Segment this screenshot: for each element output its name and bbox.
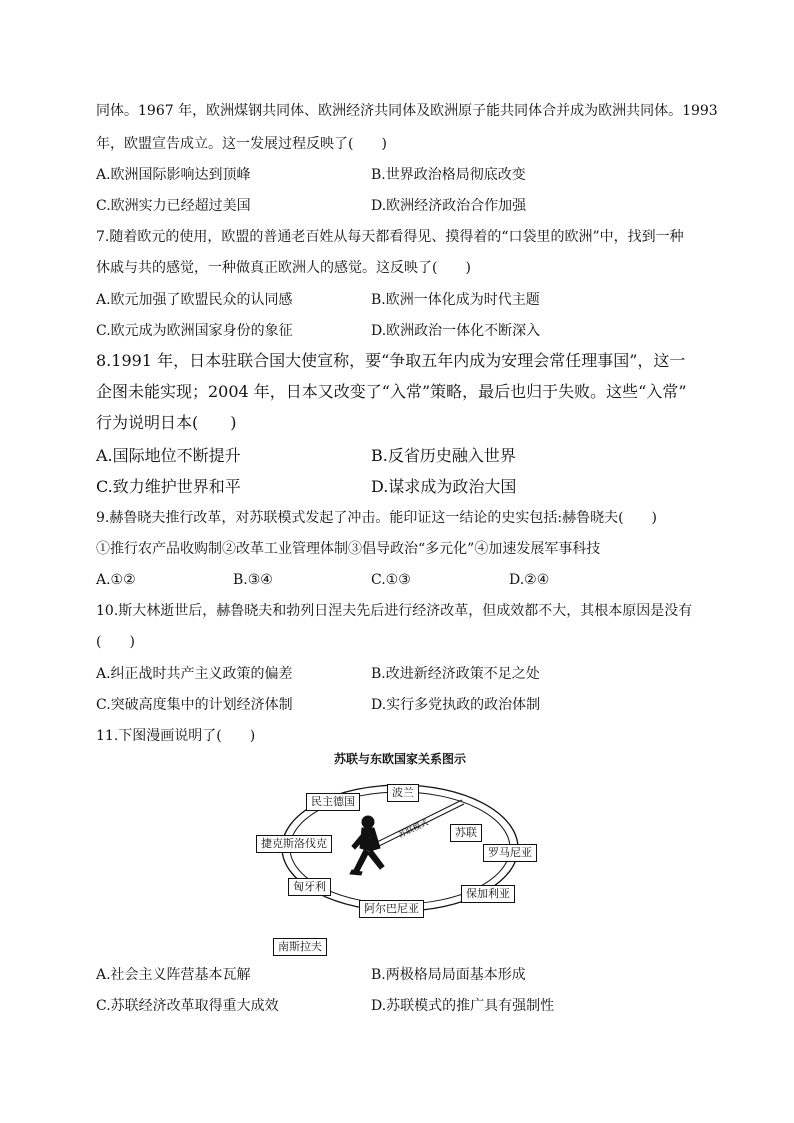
- q10-stem-line-1: 10.斯大林逝世后，赫鲁晓夫和勃列日涅夫先后进行经济改革，但成效都不大，其根本原因是没有: [96, 603, 693, 619]
- q6-option-d[interactable]: D.欧洲经济政治合作加强: [371, 198, 527, 214]
- q8-option-c[interactable]: C.致力维护世界和平: [96, 477, 241, 496]
- q8-stem-line-1: 8.1991 年，日本驻联合国大使宣称，要“争取五年内成为安理会常任理事国”，这一: [96, 351, 686, 370]
- person-leg-2: [368, 850, 384, 869]
- q9-option-d[interactable]: D.②④: [509, 572, 550, 588]
- q10-stem-line-2: ( ): [96, 634, 135, 650]
- cartoon-figure: [250, 748, 550, 958]
- q7-option-b[interactable]: B.欧洲一体化成为时代主题: [371, 292, 540, 308]
- q8-stem-line-2: 企图未能实现；2004 年，日本又改变了“入常”策略，最后也归于失败。这些“入常”: [96, 382, 687, 401]
- box-czech: 捷克斯洛伐克: [256, 835, 332, 853]
- q7-option-a[interactable]: A.欧元加强了欧盟民众的认同感: [96, 292, 293, 308]
- q9-stem-line-1: 9.赫鲁晓夫推行改革，对苏联模式发起了冲击。能印证这一结论的史实包括:赫鲁晓夫( ): [96, 510, 657, 526]
- q11-stem-line-1: 11.下图漫画说明了( ): [96, 728, 256, 744]
- q9-option-b[interactable]: B.③④: [233, 572, 273, 588]
- person-head: [362, 816, 374, 828]
- q9-option-a[interactable]: A.①②: [96, 572, 136, 588]
- q10-option-a[interactable]: A.纠正战时共产主义政策的偏差: [96, 666, 293, 682]
- box-hungary: 匈牙利: [288, 878, 331, 896]
- box-romania: 罗马尼亚: [483, 844, 537, 862]
- box-gdr: 民主德国: [306, 793, 360, 811]
- box-poland: 波兰: [387, 784, 419, 802]
- q11-option-a[interactable]: A.社会主义阵营基本瓦解: [96, 967, 251, 983]
- q8-option-d[interactable]: D.谋求成为政治大国: [371, 477, 517, 496]
- q8-option-b[interactable]: B.反省历史融入世界: [371, 446, 516, 465]
- q6-option-b[interactable]: B.世界政治格局彻底改变: [371, 167, 526, 183]
- q11-option-b[interactable]: B.两极格局局面基本形成: [371, 967, 526, 983]
- q9-option-c[interactable]: C.①③: [371, 572, 411, 588]
- box-ussr: 苏联: [450, 824, 482, 842]
- q7-stem-line-2: 休戚与共的感觉，一种做真正欧洲人的感觉。这反映了( ): [96, 260, 471, 276]
- cartoon-title: 苏联与东欧国家关系图示: [333, 752, 466, 766]
- person-figure: [350, 816, 384, 875]
- q6-stem-line-1: 同体。1967 年，欧洲煤钢共同体、欧洲经济共同体及欧洲原子能共同体合并成为欧洲共同体。1993: [96, 103, 718, 119]
- q7-option-d[interactable]: D.欧洲政治一体化不断深入: [371, 323, 541, 339]
- q11-option-d[interactable]: D.苏联模式的推广具有强制性: [371, 998, 555, 1014]
- q9-stem-line-2: ①推行农产品收购制②改革工业管理体制③倡导政治“多元化”④加速发展军事科技: [96, 541, 601, 557]
- person-foot-1: [350, 870, 362, 875]
- box-albania: 阿尔巴尼亚: [359, 900, 424, 918]
- q10-option-d[interactable]: D.实行多党执政的政治体制: [371, 697, 541, 713]
- q6-stem-line-2: 年，欧盟宣告成立。这一发展过程反映了( ): [96, 136, 387, 152]
- q6-option-a[interactable]: A.欧洲国际影响达到顶峰: [96, 167, 251, 183]
- q8-option-a[interactable]: A.国际地位不断提升: [96, 446, 241, 465]
- q10-option-b[interactable]: B.改进新经济政策不足之处: [371, 666, 540, 682]
- q7-option-c[interactable]: C.欧元成为欧洲国家身份的象征: [96, 323, 293, 339]
- q11-option-c[interactable]: C.苏联经济改革取得重大成效: [96, 998, 279, 1014]
- rope-label: 苏联模式: [396, 817, 430, 840]
- person-leg-1: [354, 850, 369, 871]
- q10-option-c[interactable]: C.突破高度集中的计划经济体制: [96, 697, 293, 713]
- q6-option-c[interactable]: C.欧洲实力已经超过美国: [96, 198, 251, 214]
- box-yugoslavia: 南斯拉夫: [273, 938, 327, 956]
- q7-stem-line-1: 7.随着欧元的使用，欧盟的普通老百姓从每天都看得见、摸得着的“口袋里的欧洲”中，找到一种: [96, 229, 684, 245]
- box-bulgaria: 保加利亚: [461, 885, 515, 903]
- q8-stem-line-3: 行为说明日本( ): [96, 413, 237, 432]
